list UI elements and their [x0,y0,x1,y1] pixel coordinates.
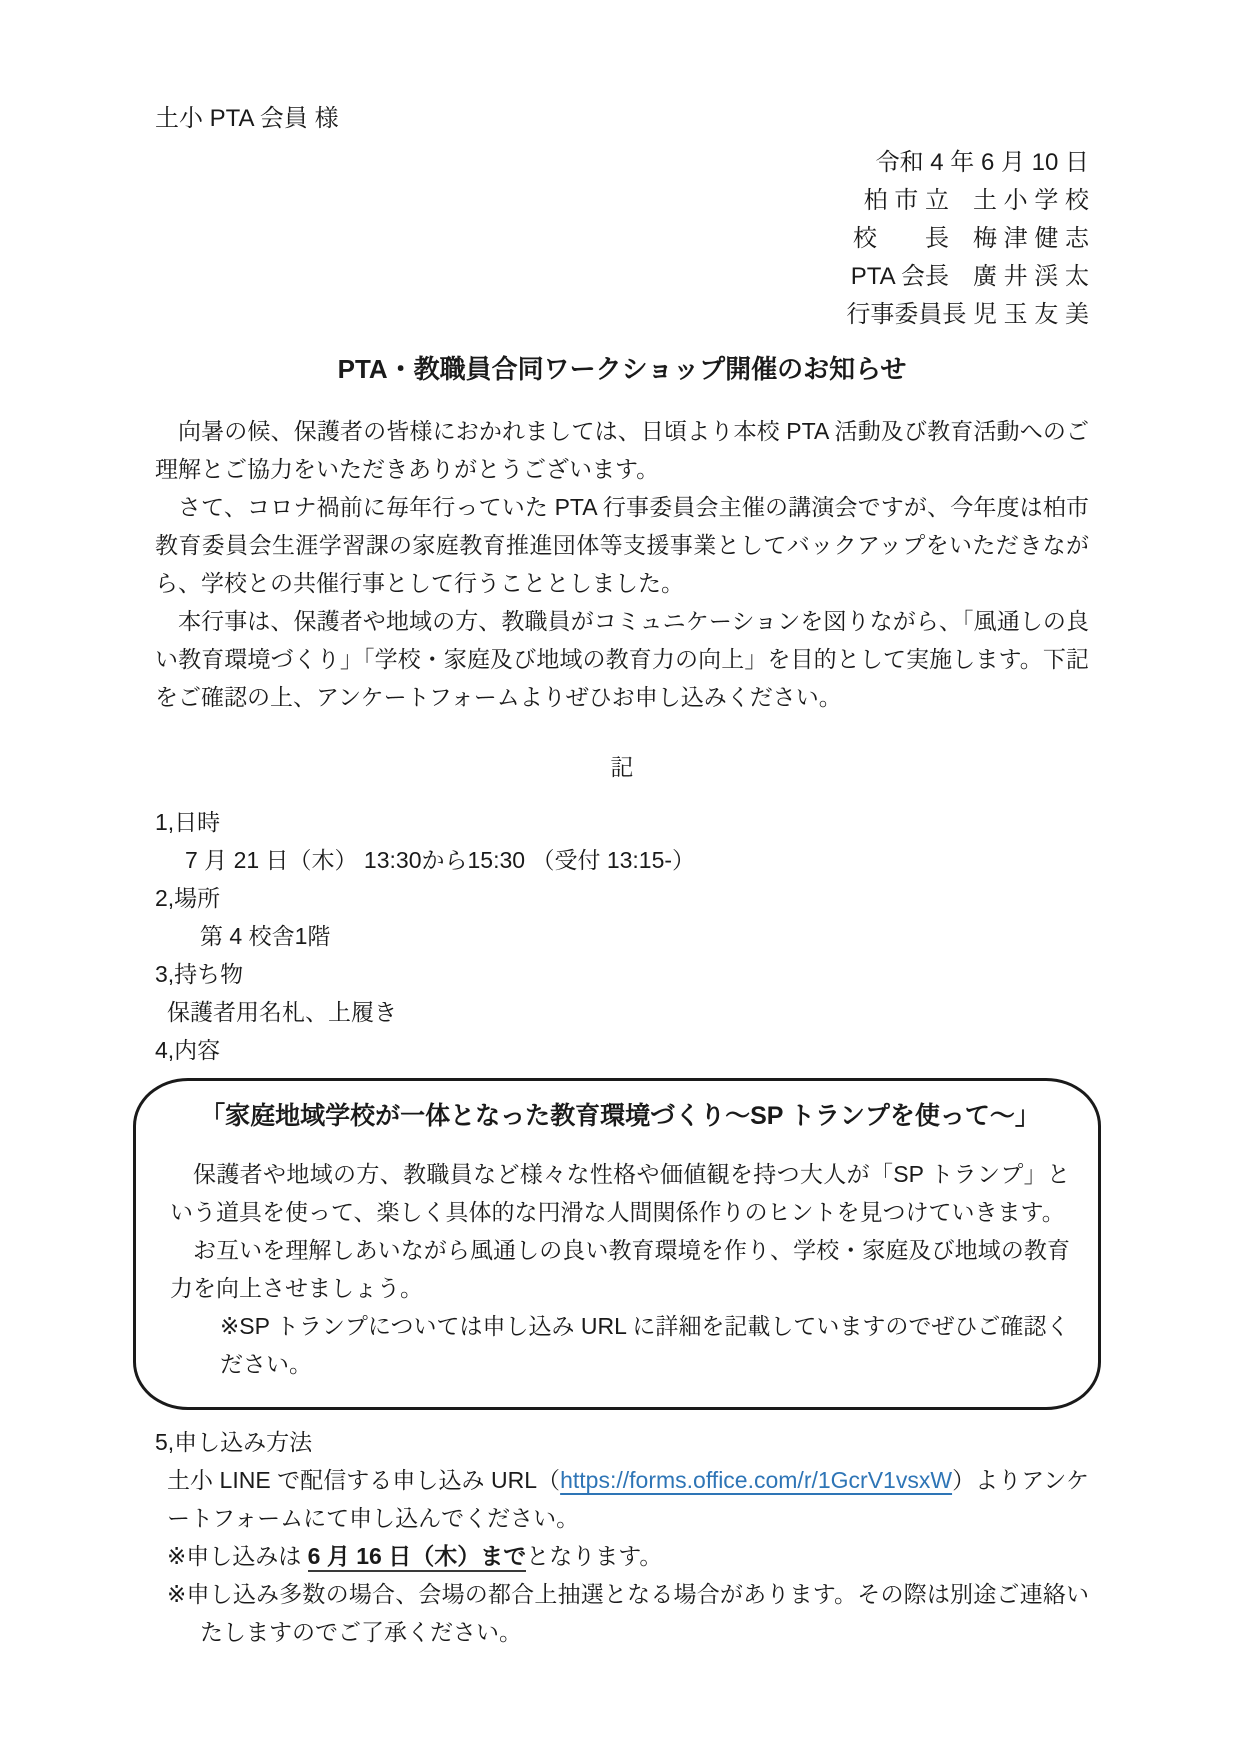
lottery-note: ※申し込み多数の場合、会場の都合上抽選となる場合があります。その際は別途ご連絡いたしますのでご了承ください。 [167,1581,1089,1645]
issued-organization: 柏 市 立 土 小 学 校 [863,187,1089,214]
item-label-contents: 4,内容 [155,1037,221,1063]
item-label-belongings: 3,持ち物 [155,961,244,987]
ki-marker: 記 [610,754,634,780]
item-detail-place: 第 4 校舎1階 [200,923,331,949]
application-detail [155,1461,1089,1537]
issued-principal: 校 長 梅 津 健 志 [852,225,1089,252]
workshop-title: 「家庭地域学校が一体となった教育環境づくり～SP トランプを使って～」 [200,1102,1040,1130]
workshop-paragraph: 保護者や地域の方、教職員など様々な性格や価値観を持つ大人が「SP トランプ」という道具を使って、楽しく具体的な円滑な人間関係作りのヒントを見つけていきます。 [170,1161,1071,1225]
workshop-paragraphs [170,1155,1070,1307]
application-detail-prefix: 土小 LINE で配信する申し込み URL（ [167,1467,561,1493]
workshop-content-box [133,1078,1101,1410]
item-detail-belongings: 保護者用名札、上履き [167,999,397,1025]
recipient-line: 土小 PTA 会員 様 [155,105,339,132]
issued-event-chair: 行事委員長 児 玉 友 美 [846,301,1089,328]
item-detail-datetime: 7 月 21 日（木） 13:30から15:30 （受付 13:15-） [185,847,696,873]
application-detail-suffix: ）よりアンケートフォームにて申し込んでください。 [167,1467,1089,1531]
body-paragraph: 本行事は、保護者や地域の方、教職員がコミュニケーションを図りながら、「風通しの良い教育環境づくり」「学校・家庭及び地域の教育力の向上」を目的として実施します。下記をご確認の上、アンケートフォームよりぜひお申し込みください。 [155,608,1089,710]
page-title: PTA・教職員合同ワークショップ開催のお知らせ [337,354,907,384]
issued-block [155,144,1089,334]
deadline-prefix: ※申し込みは [167,1543,308,1569]
application-section [155,1423,1089,1651]
application-form-link[interactable]: https://forms.office.com/r/1GcrV1vsxW [560,1467,953,1493]
deadline-line [155,1537,1089,1575]
issued-date: 令和 4 年 6 月 10 日 [875,149,1089,176]
issued-pta-president: PTA 会長 廣 井 渓 太 [850,263,1089,290]
workshop-note: ※SP トランプについては申し込み URL に詳細を記載していますのでぜひご確認ください。 [220,1313,1070,1377]
detail-items [155,803,1089,1069]
application-label: 5,申し込み方法 [155,1429,313,1455]
deadline-suffix: となります。 [526,1543,663,1569]
body-paragraph: さて、コロナ禍前に毎年行っていた PTA 行事委員会主催の講演会ですが、今年度は柏市教育委員会生涯学習課の家庭教育推進団体等支援事業としてバックアップをいただきながら、学校との共催行事として行うこととしました。 [155,494,1089,596]
item-label-datetime: 1,日時 [155,809,221,835]
item-label-place: 2,場所 [155,885,221,911]
body-paragraphs [155,412,1089,716]
workshop-paragraph: お互いを理解しあいながら風通しの良い教育環境を作り、学校・家庭及び地域の教育力を向上させましょう。 [170,1237,1070,1301]
body-paragraph: 向暑の候、保護者の皆様におかれましては、日頃より本校 PTA 活動及び教育活動へのご理解とご協力をいただきありがとうございます。 [155,418,1089,482]
deadline-emphasis: 6 月 16 日（木）まで [308,1543,527,1572]
